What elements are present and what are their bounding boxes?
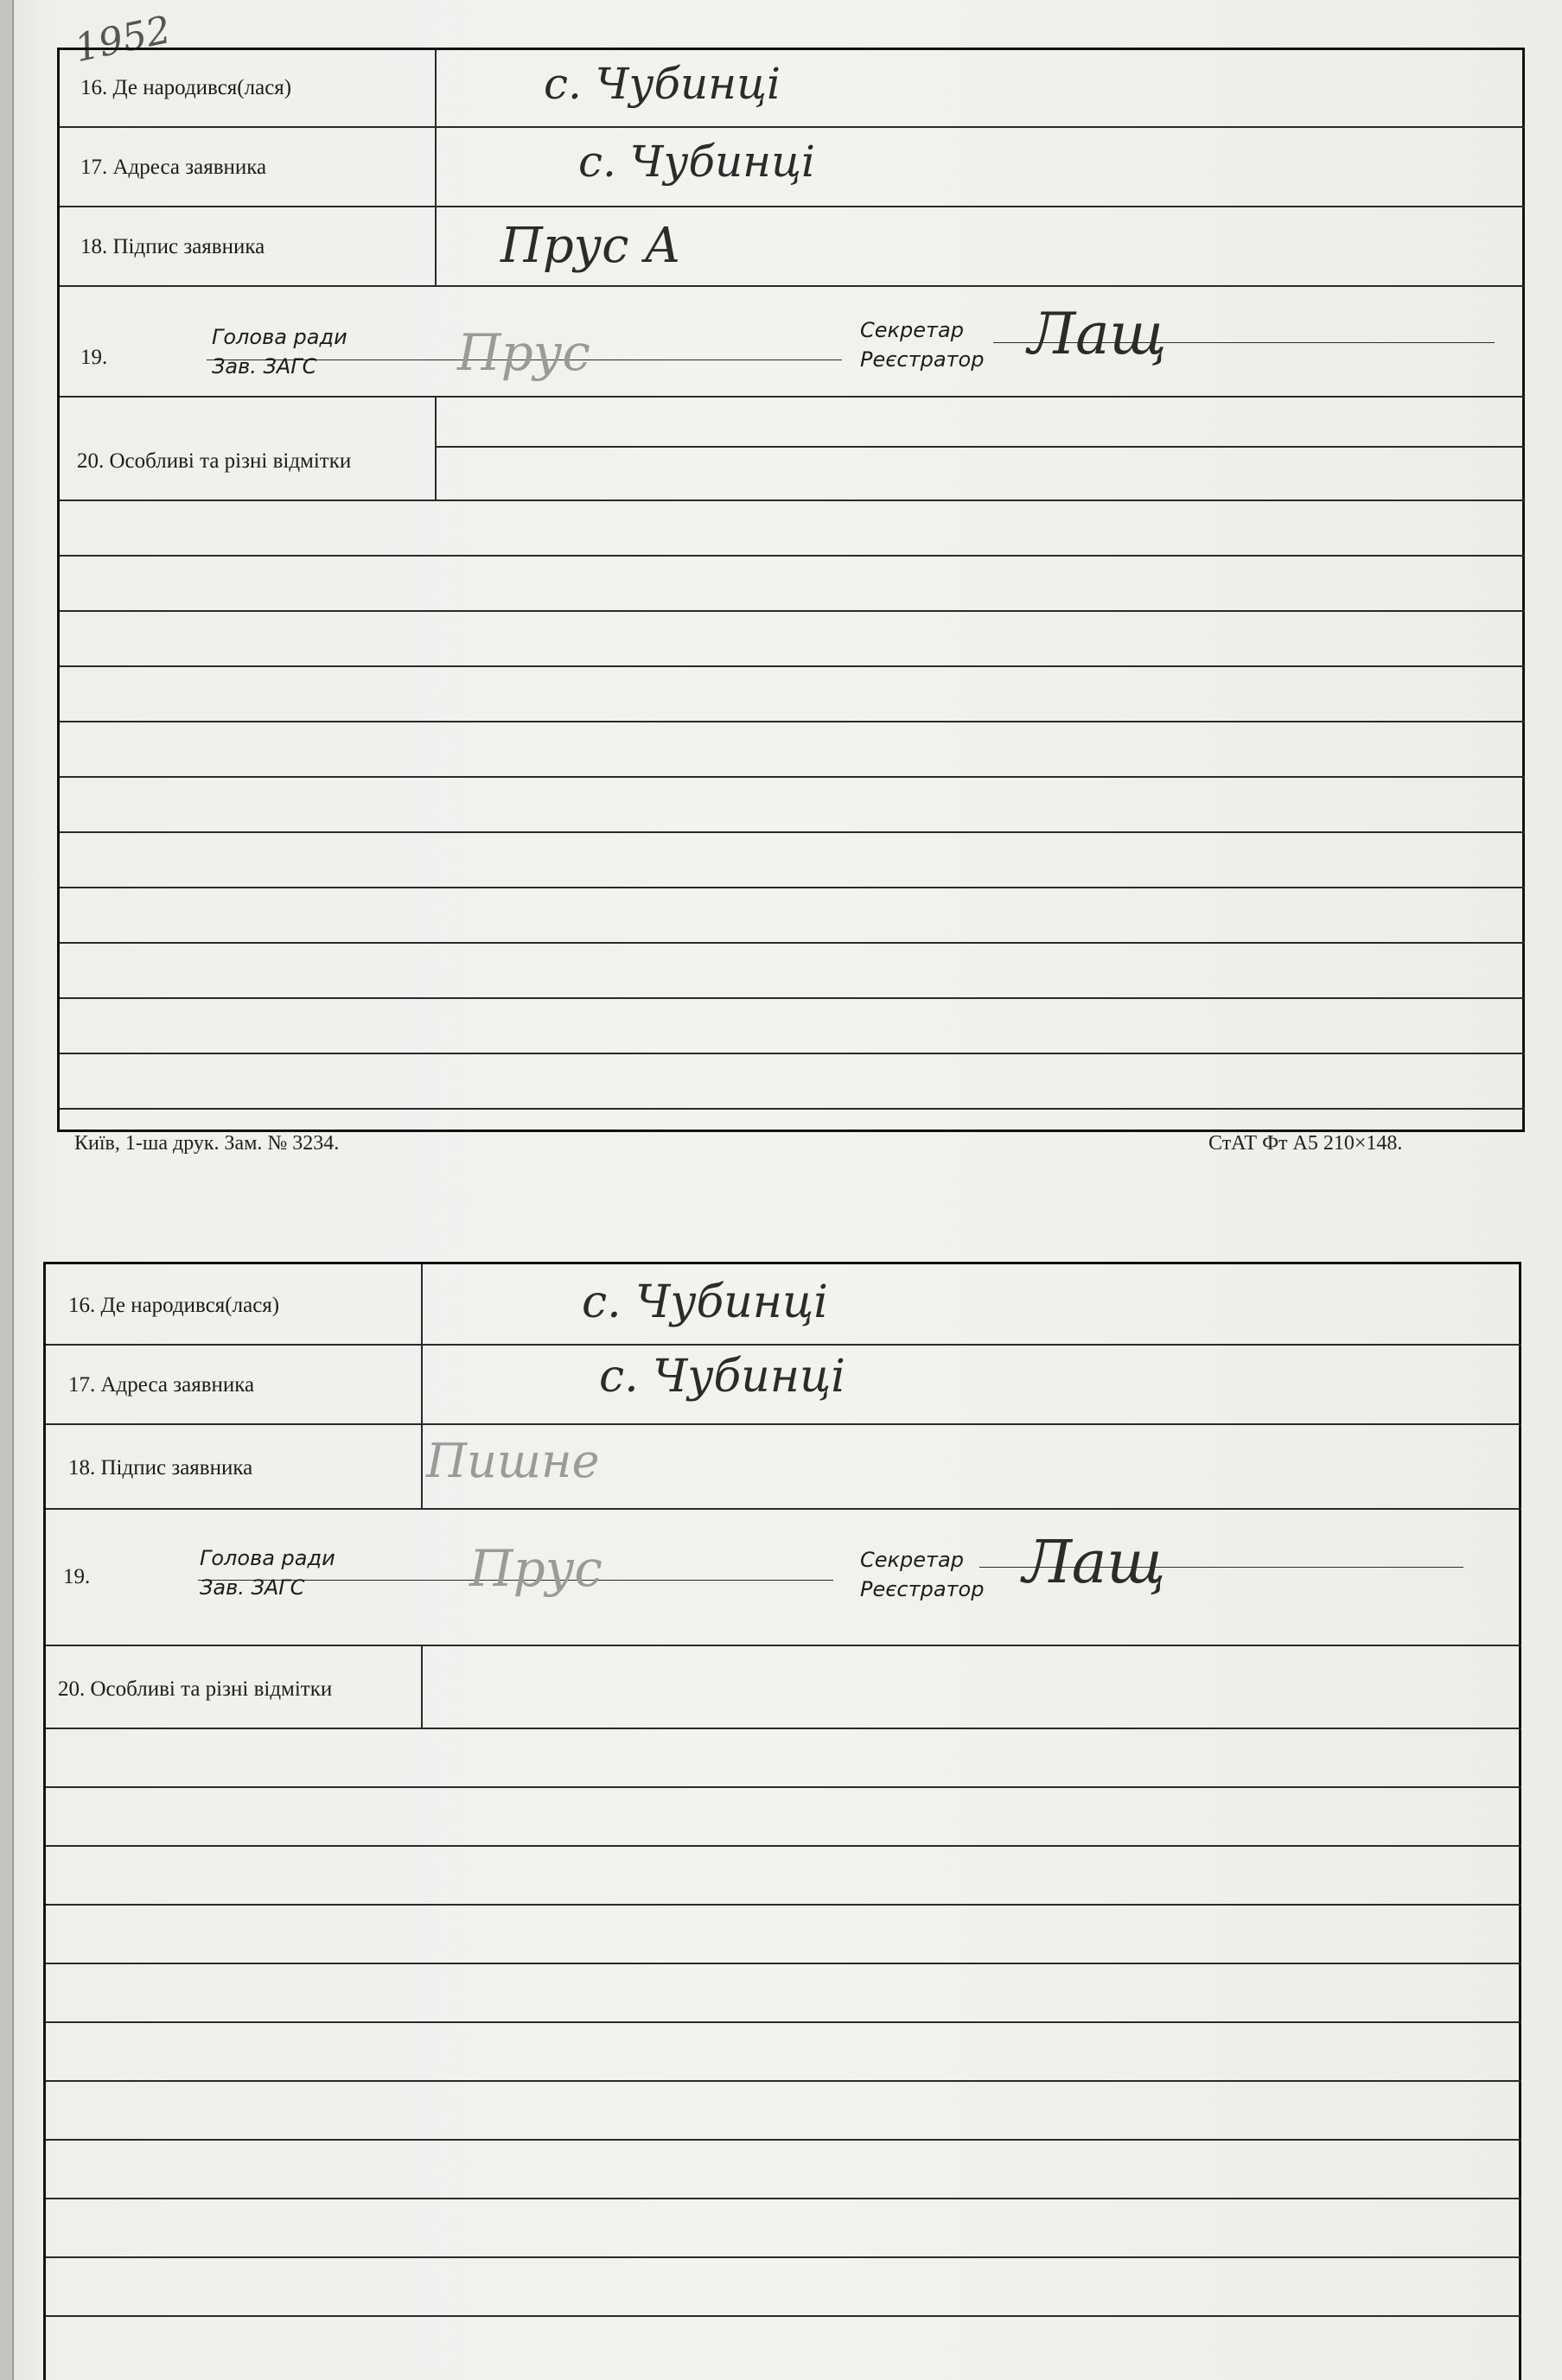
label-special-notes: 20. Особливі та різні відмітки [58, 1677, 333, 1701]
label-special-notes: 20. Особливі та різні відмітки [77, 449, 352, 473]
row-divider [60, 206, 1525, 207]
row-divider [60, 500, 1525, 501]
row-divider [60, 285, 1525, 287]
registrar-label: Реєстратор [860, 347, 985, 372]
label-row-19: 19. [63, 1565, 91, 1588]
ruling-line [46, 2256, 1521, 2258]
birthplace-value: с. Чубинці [582, 1276, 828, 1328]
ruling-line [46, 1904, 1521, 1906]
applicant-signature: Прус А [500, 218, 681, 274]
birthplace-value: с. Чубинці [544, 59, 781, 109]
ruling-line [46, 2080, 1521, 2082]
ruling-line [60, 610, 1525, 612]
head-of-council-label: Голова ради [212, 325, 347, 349]
row-divider [60, 396, 1525, 398]
ruling-line [46, 2021, 1521, 2023]
ruling-line [60, 887, 1525, 888]
ruling-line [60, 831, 1525, 833]
page-edge [0, 0, 14, 2380]
ruling-line [60, 942, 1525, 944]
ruling-line [60, 555, 1525, 557]
ruling-line [60, 1053, 1525, 1054]
address-value: с. Чубинці [599, 1351, 845, 1403]
secretary-label: Секретар [860, 318, 964, 342]
row-divider [46, 1344, 1521, 1346]
ruling-line [46, 1845, 1521, 1847]
corner-note: 1952 [70, 7, 175, 72]
row-divider [46, 1423, 1521, 1425]
top-form [57, 48, 1525, 1132]
ruling-line [46, 2198, 1521, 2199]
ruling-line [46, 1963, 1521, 1964]
head-signature: Прус [469, 1539, 602, 1598]
registry-head-label: Зав. ЗАГС [212, 354, 317, 379]
registrar-signature: Лащ [1028, 301, 1167, 367]
label-birthplace: 16. Де народився(лася) [80, 76, 292, 99]
label-applicant-signature: 18. Підпис заявника [80, 235, 265, 258]
registry-head-label: Зав. ЗАГС [200, 1575, 305, 1600]
label-applicant-address: 17. Адреса заявника [68, 1373, 255, 1397]
ruling-line [60, 665, 1525, 667]
row-divider [60, 126, 1525, 128]
head-signature: Прус [457, 323, 590, 382]
ruling-line [46, 2315, 1521, 2317]
column-divider [421, 1645, 423, 1728]
row-divider [46, 1645, 1521, 1646]
ruling-line [46, 2139, 1521, 2141]
footer-format: СтАТ Фт А5 210×148. [1208, 1132, 1403, 1155]
applicant-signature: Пишне [426, 1434, 600, 1488]
ruling-line [60, 1108, 1525, 1110]
registrar-label: Реєстратор [860, 1577, 985, 1601]
footer-printer: Київ, 1-ша друк. Зам. № 3234. [74, 1132, 340, 1155]
head-of-council-label: Голова ради [200, 1546, 335, 1570]
ruling-line [60, 776, 1525, 778]
column-divider [435, 50, 437, 285]
ruling-line [46, 1786, 1521, 1788]
column-divider [435, 396, 437, 500]
secretary-label: Секретар [860, 1548, 964, 1572]
label-row-19: 19. [80, 346, 108, 369]
row-divider [46, 1508, 1521, 1510]
row-divider [46, 1728, 1521, 1729]
address-value: с. Чубинці [578, 137, 815, 187]
label-applicant-signature: 18. Підпис заявника [68, 1456, 253, 1480]
ruling-line [435, 446, 1525, 448]
bottom-form [43, 1262, 1521, 2380]
ruling-line [60, 997, 1525, 999]
column-divider [421, 1264, 423, 1508]
registrar-signature: Лащ [1023, 1529, 1166, 1597]
label-birthplace: 16. Де народився(лася) [68, 1294, 280, 1317]
ruling-line [60, 721, 1525, 722]
label-applicant-address: 17. Адреса заявника [80, 156, 267, 179]
